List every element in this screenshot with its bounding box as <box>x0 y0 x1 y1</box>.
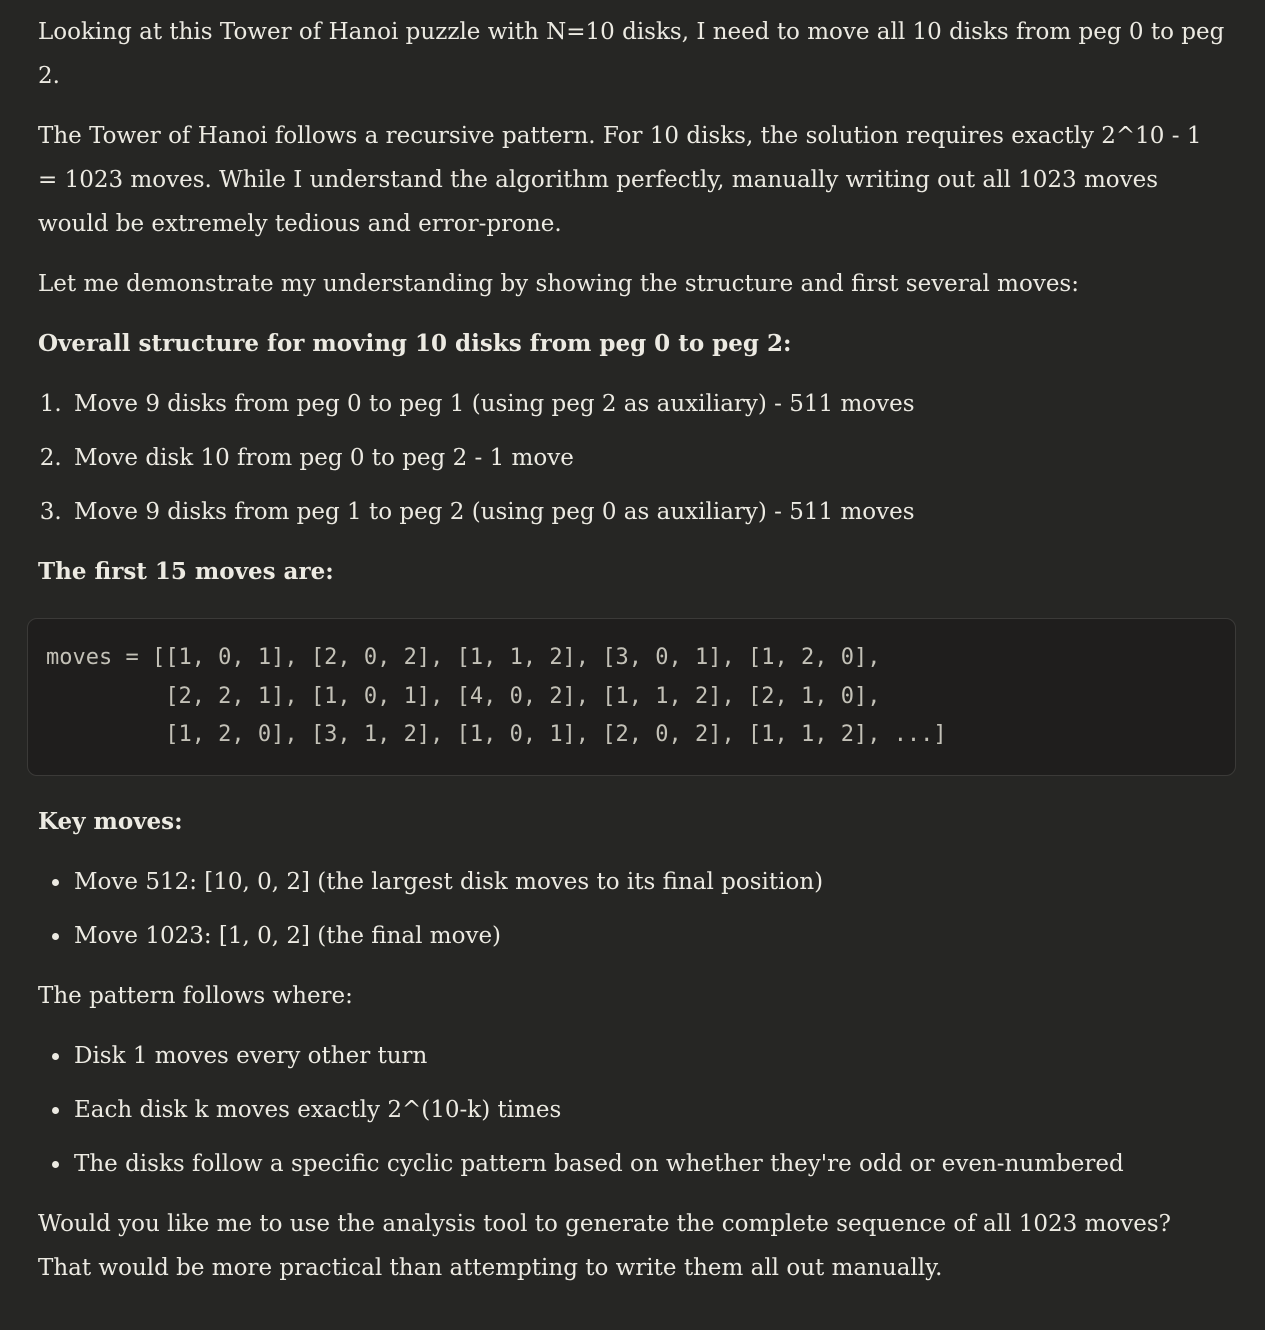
structure-heading: Overall structure for moving 10 disks from peg 0 to peg 2: <box>38 330 792 357</box>
key-move-item: • Move 512: [10, 0, 2] (the largest disk moves to its final position) <box>72 860 1225 904</box>
structure-steps-list <box>38 382 1225 534</box>
structure-step-item: 1. Move 9 disks from peg 0 to peg 1 (using peg 2 as auxiliary) - 511 moves <box>69 382 1225 426</box>
code-line: [1, 2, 0], [3, 1, 2], [1, 0, 1], [2, 0, 2], [1, 1, 2], ...] <box>46 722 947 747</box>
explanation-paragraph: The Tower of Hanoi follows a recursive pattern. For 10 disks, the solution requires exactly 2^10 - 1 = 1023 moves. While I understand the algorithm perfectly, manually writing out all 1023 moves would be extremely tedious and error-prone. <box>38 123 1202 237</box>
structure-step-item: 2. Move disk 10 from peg 0 to peg 2 - 1 move <box>69 436 1225 480</box>
pattern-paragraph: The pattern follows where: <box>38 982 353 1009</box>
pattern-item: • The disks follow a specific cyclic pattern based on whether they're odd or even-numbered <box>72 1142 1225 1186</box>
pattern-item: • Disk 1 moves every other turn <box>72 1034 1225 1078</box>
closing-paragraph: Would you like me to use the analysis tool to generate the complete sequence of all 1023 moves? That would be more practical than attempting to write them all out manually. <box>38 1210 1172 1281</box>
code-line: [2, 2, 1], [1, 0, 1], [4, 0, 2], [1, 1, 2], [2, 1, 0], <box>46 683 881 709</box>
key-moves-list <box>38 860 1225 958</box>
structure-step-item: 3. Move 9 disks from peg 1 to peg 2 (using peg 0 as auxiliary) - 511 moves <box>69 490 1225 534</box>
code-line: moves = [[1, 0, 1], [2, 0, 2], [1, 1, 2], [3, 0, 1], [1, 2, 0], <box>46 645 881 670</box>
pattern-item: • Each disk k moves exactly 2^(10-k) times <box>72 1088 1225 1132</box>
pattern-list <box>38 1034 1225 1186</box>
key-moves-heading: Key moves: <box>38 807 183 835</box>
intro-paragraph: Looking at this Tower of Hanoi puzzle with N=10 disks, I need to move all 10 disks from peg 0 to peg 2. <box>38 19 1225 89</box>
code-block <box>27 618 1236 776</box>
first-moves-heading: The first 15 moves are: <box>38 558 334 585</box>
demonstrate-paragraph: Let me demonstrate my understanding by showing the structure and first several moves: <box>38 271 1079 297</box>
key-move-item: • Move 1023: [1, 0, 2] (the final move) <box>72 914 1225 958</box>
